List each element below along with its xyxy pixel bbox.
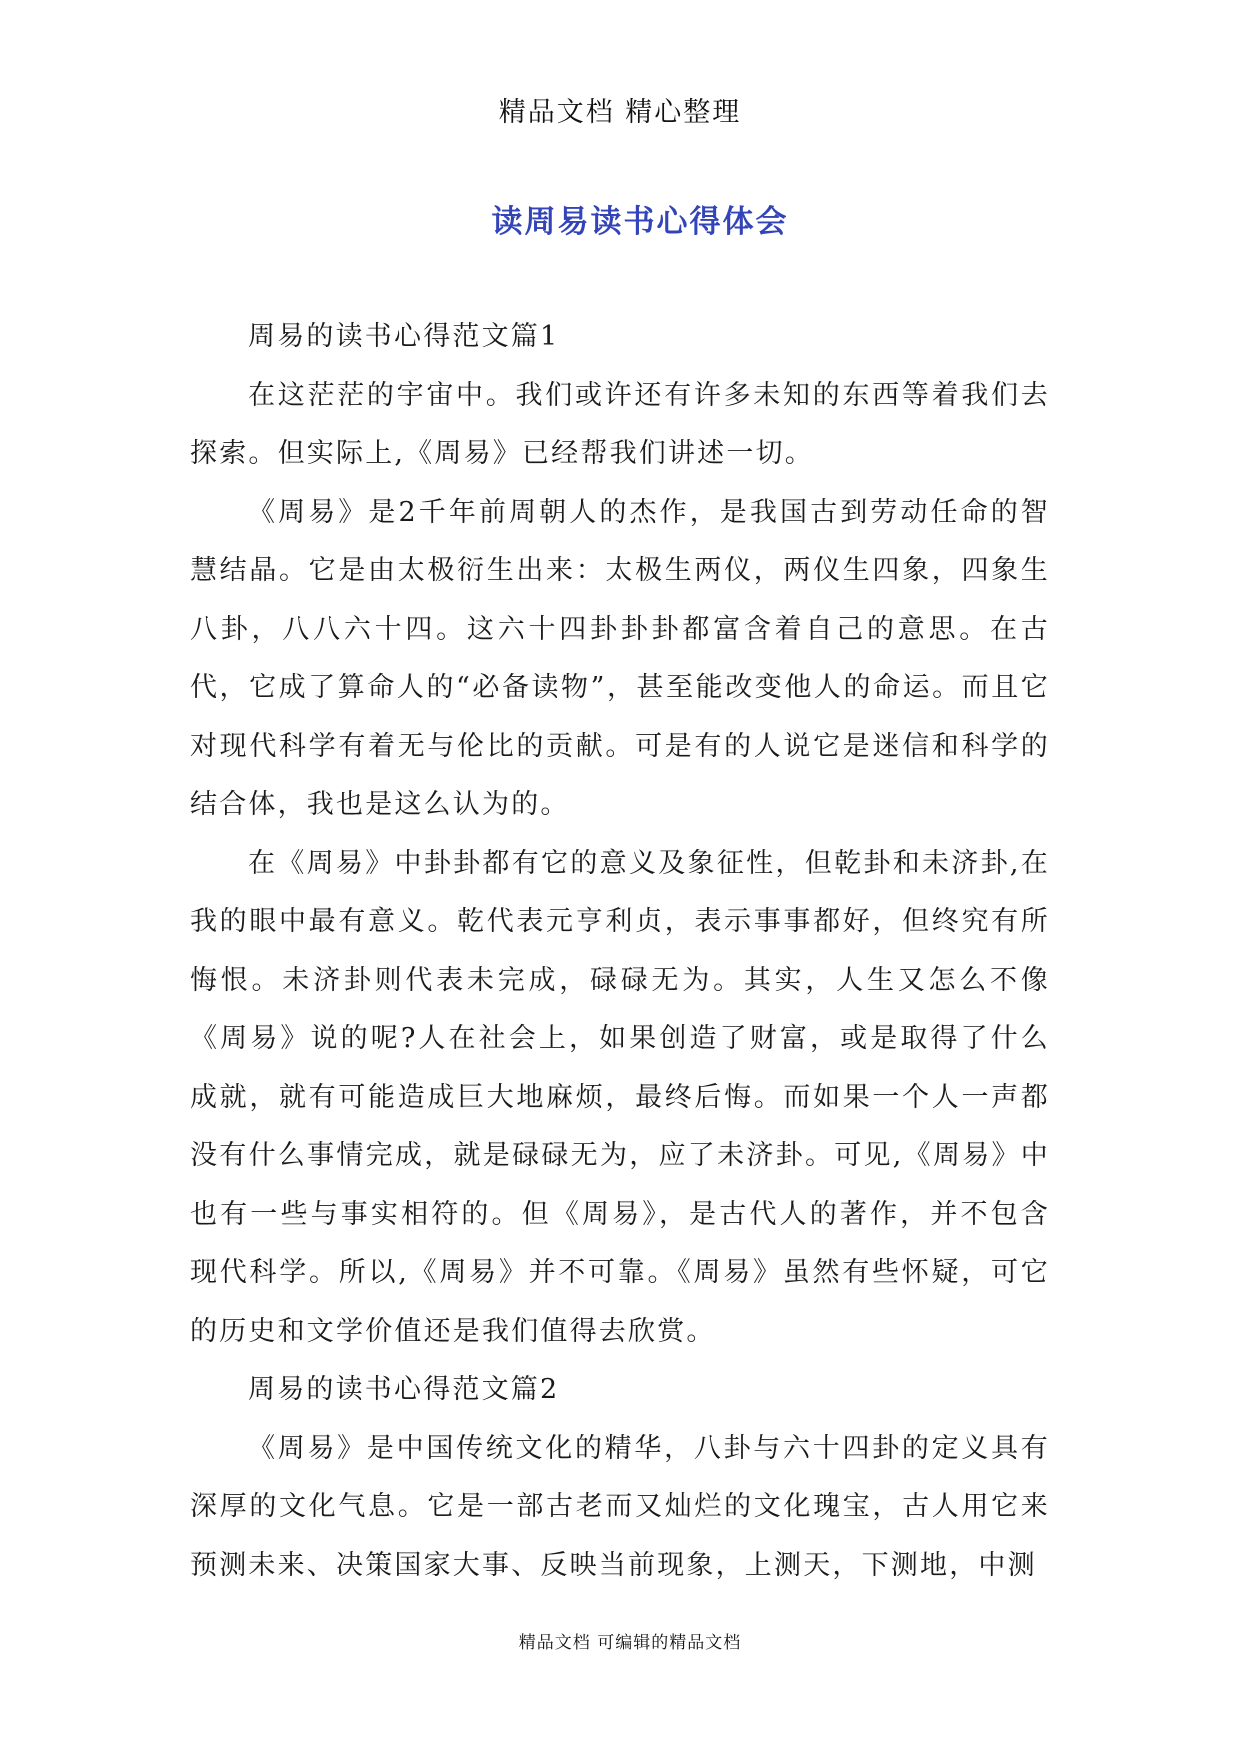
section-heading-1: 周易的读书心得范文篇1: [248, 321, 560, 352]
document-title: 读周易读书心得体会: [491, 204, 789, 240]
section-heading-2: 周易的读书心得范文篇2: [248, 1374, 560, 1405]
paragraph: 《周易》是2千年前周朝人的杰作，是我国古到劳动任命的智慧结晶。它是由太极衍生出来：太极生两仪，两仪生四象，四象生八卦，八八六十四。这六十四卦卦卦都富含着自己的意思。在古代，它成了算命人的“必备读物”，甚至能改变他人的命运。而且它对现代科学有着无与伦比的贡献。可是有的人说它是迷信和科学的结合体，我也是这么认为的。: [190, 496, 1050, 820]
paragraph: 在《周易》中卦卦都有它的意义及象征性，但乾卦和未济卦,在我的眼中最有意义。乾代表元亨利贞，表示事事都好，但终究有所悔恨。未济卦则代表未完成，碌碌无为。其实，人生又怎么不像《周易》说的呢?人在社会上，如果创造了财富，或是取得了什么成就，就有可能造成巨大地麻烦，最终后悔。而如果一个人一声都没有什么事情完成，就是碌碌无为，应了未济卦。可见,《周易》中也有一些与事实相符的。但《周易》，是古代人的著作，并不包含现代科学。所以,《周易》并不可靠。《周易》虽然有些怀疑，可它的历史和文学价值还是我们值得去欣赏。: [190, 847, 1050, 1347]
page-footer: 精品文档 可编辑的精品文档: [518, 1633, 742, 1653]
paragraph: 《周易》是中国传统文化的精华，八卦与六十四卦的定义具有深厚的文化气息。它是一部古老而又灿烂的文化瑰宝，古人用它来预测未来、决策国家大事、反映当前现象，上测天，下测地，中测: [190, 1432, 1050, 1581]
page-header: 精品文档 精心整理: [498, 97, 742, 128]
paragraph: 在这茫茫的宇宙中。我们或许还有许多未知的东西等着我们去探索。但实际上,《周易》已经帮我们讲述一切。: [190, 379, 1050, 469]
document-body: [190, 308, 1050, 1595]
